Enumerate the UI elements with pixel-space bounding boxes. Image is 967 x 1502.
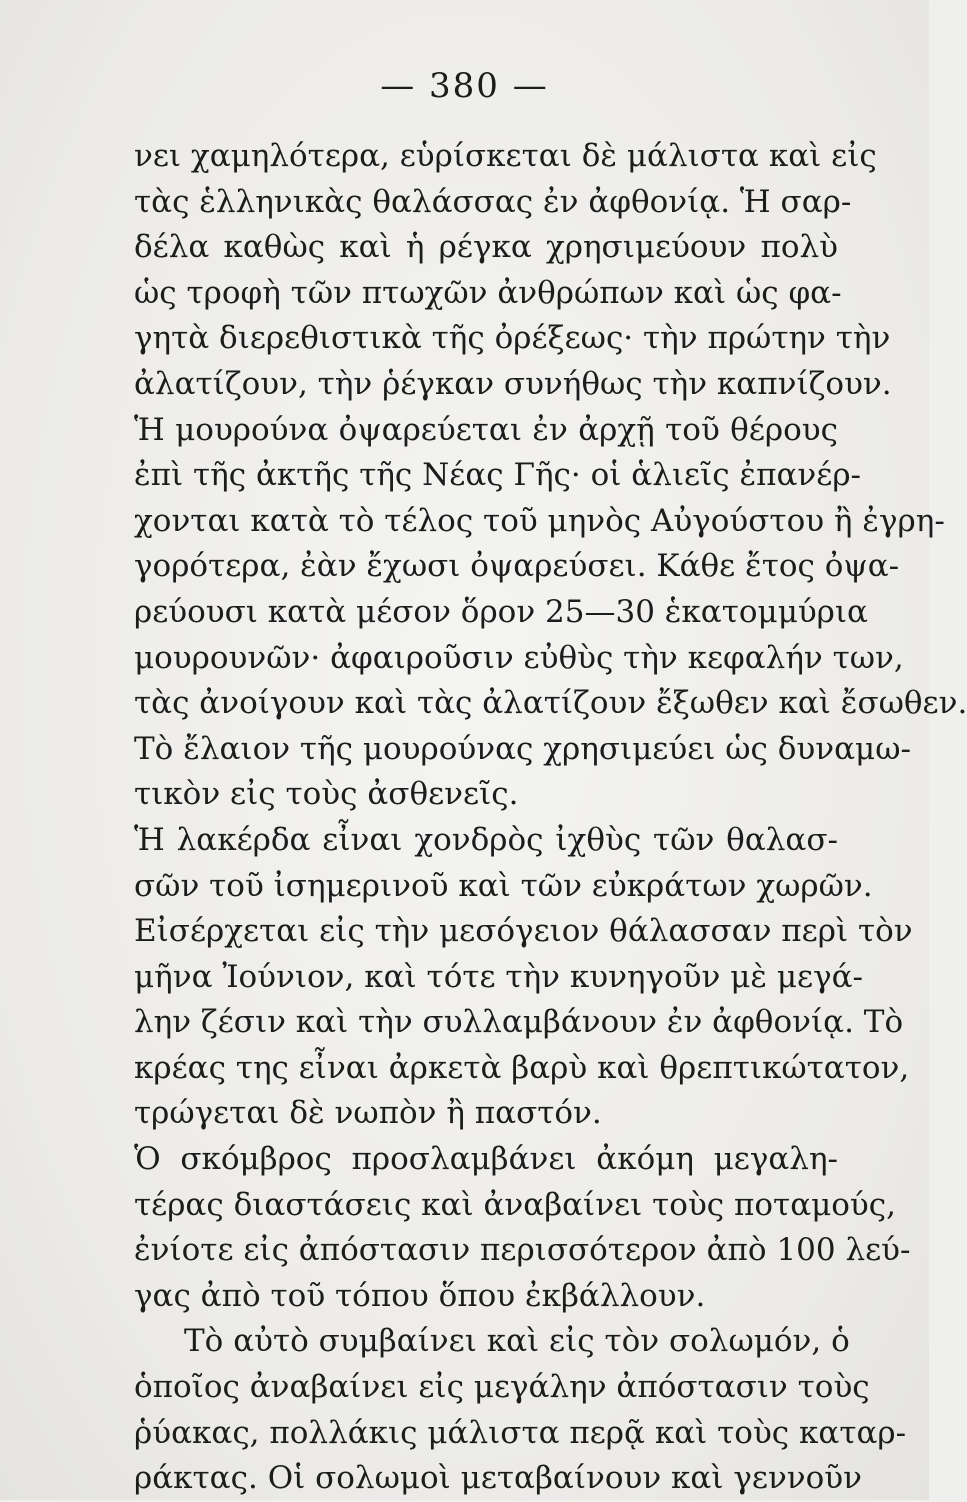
text-line: Ὁ σκόμβρος προσλαμβάνει ἀκόμη μεγαλη- — [134, 1141, 838, 1178]
text-line: ἐπὶ τῆς ἀκτῆς τῆς Νέας Γῆς· οἱ ἁλιεῖς ἐπανέρ- — [134, 457, 862, 494]
text-line: ἐνίοτε εἰς ἀπόστασιν περισσότερον ἀπὸ 100 λεύ- — [134, 1232, 911, 1269]
text-line: γορότερα, ἐὰν ἔχωσι ὀψαρεύσει. Κάθε ἔτος ὀψα- — [134, 548, 900, 585]
text-line: Εἰσέρχεται εἰς τὴν μεσόγειον θάλασσαν περὶ τὸν — [134, 913, 913, 950]
text-line: λην ζέσιν καὶ τὴν συλλαμβάνουν ἐν ἀφθονίᾳ. Τὸ — [134, 1004, 904, 1041]
text-line: τικὸν εἰς τοὺς ἀσθενεῖς. — [134, 776, 519, 813]
text-line: ρεύουσι κατὰ μέσον ὅρον 25—30 ἑκατομμύρια — [134, 593, 868, 630]
text-line: ῥύακας, πολλάκις μάλιστα περᾷ καὶ τοὺς καταρ- — [134, 1414, 907, 1451]
text-line: τὰς ἀνοίγουν καὶ τὰς ἀλατίζουν ἔξωθεν καὶ ἔσωθεν. — [134, 685, 967, 722]
text-line: ἀλατίζουν, τὴν ῥέγκαν συνήθως τὴν καπνίζουν. — [134, 365, 892, 402]
text-line: γητὰ διερεθιστικὰ τῆς ὀρέξεως· τὴν πρώτην τὴν — [134, 320, 891, 357]
text-line: δέλα καθὼς καὶ ἡ ρέγκα χρησιμεύουν πολὺ — [134, 229, 838, 266]
text-line: ράκτας. Οἱ σολωμοὶ μεταβαίνουν καὶ γεννοῦν — [134, 1460, 862, 1497]
text-line: σῶν τοῦ ἰσημερινοῦ καὶ τῶν εὐκράτων χωρῶν. — [134, 867, 873, 904]
text-line: ὡς τροφὴ τῶν πτωχῶν ἀνθρώπων καὶ ὡς φα- — [134, 274, 842, 311]
text-line: νει χαμηλότερα, εὑρίσκεται δὲ μάλιστα καὶ εἰς — [134, 138, 877, 174]
text-line: μῆνα Ἰούνιον, καὶ τότε τὴν κυνηγοῦν μὲ μεγά- — [134, 958, 863, 995]
text-line: Ἡ μουρούνα ὀψαρεύεται ἐν ἀρχῇ τοῦ θέρους — [134, 411, 838, 448]
text-line: τέρας διαστάσεις καὶ ἀναβαίνει τοὺς ποταμούς, — [134, 1186, 896, 1223]
text-line: Τὸ ἔλαιον τῆς μουρούνας χρησιμεύει ὡς δυναμω- — [134, 730, 911, 767]
text-line: Τὸ αὐτὸ συμβαίνει καὶ εἰς τὸν σολωμόν, ὁ — [184, 1323, 850, 1360]
text-line: τρώγεται δὲ νωπὸν ἢ παστόν. — [134, 1095, 602, 1132]
text-line: κρέας της εἶναι ἀρκετὰ βαρὺ καὶ θρεπτικώτατον, — [134, 1049, 910, 1086]
body-text — [134, 134, 967, 1502]
text-line: Ἡ λακέρδα εἶναι χονδρὸς ἰχθὺς τῶν θαλασ- — [134, 821, 838, 858]
text-line: χονται κατὰ τὸ τέλος τοῦ μηνὸς Αὐγούστου ἢ ἐγρη- — [134, 502, 945, 539]
text-line: γας ἀπὸ τοῦ τόπου ὅπου ἐκβάλλουν. — [134, 1277, 706, 1314]
text-line: τὰς ἑλληνικὰς θαλάσσας ἐν ἀφθονίᾳ. Ἡ σαρ- — [134, 183, 852, 220]
text-line: μουρουνῶν· ἀφαιροῦσιν εὐθὺς τὴν κεφαλήν των, — [134, 639, 904, 676]
page-number: — 380 — — [380, 66, 549, 106]
text-line: ὁποῖος ἀναβαίνει εἰς μεγάλην ἀπόστασιν τοὺς — [134, 1369, 870, 1406]
